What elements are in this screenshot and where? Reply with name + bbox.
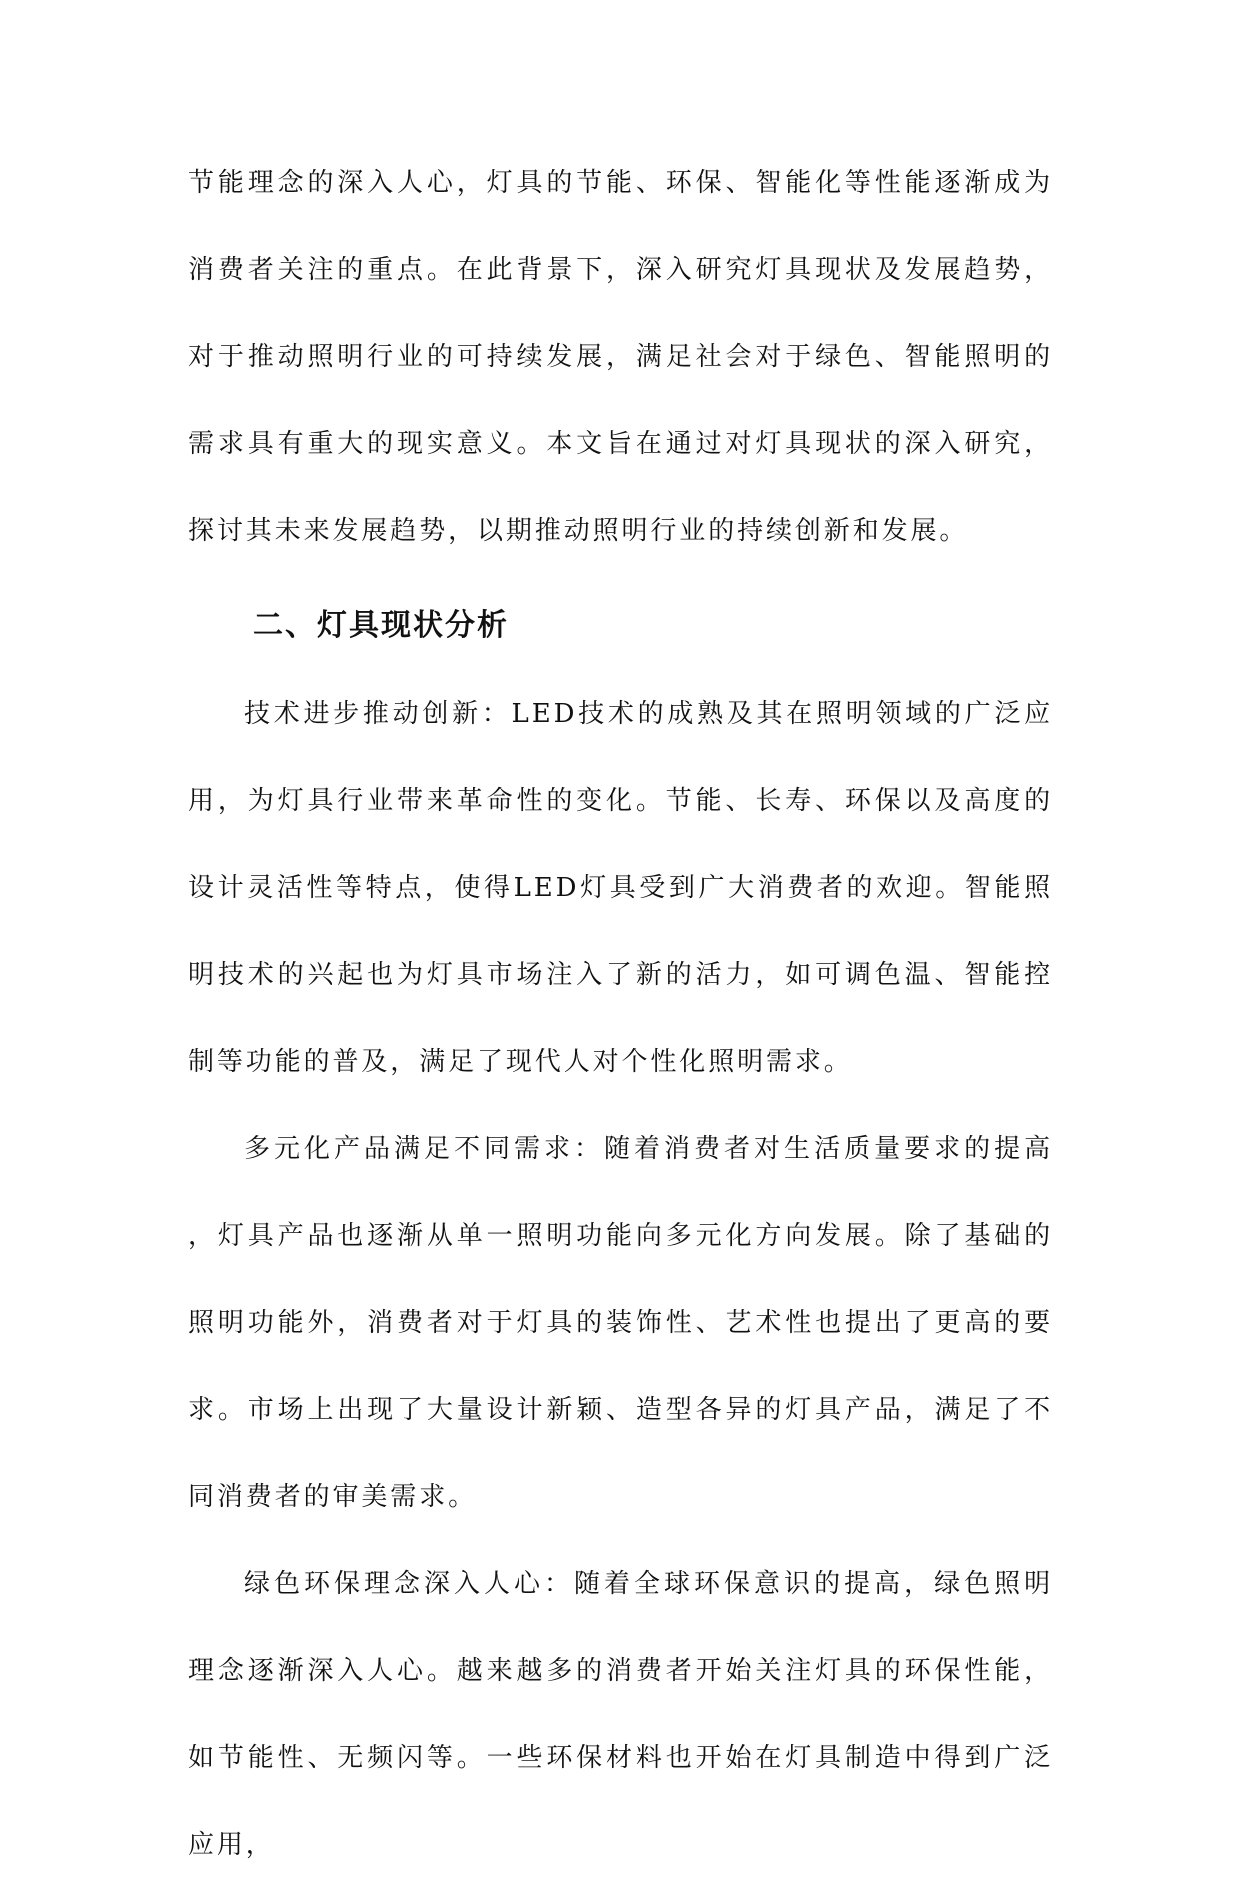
paragraph-technology-progress: 技术进步推动创新：LED技术的成熟及其在照明领域的广泛应用，为灯具行业带来革命性的变化。节能、长寿、环保以及高度的设计灵活性等特点，使得LED灯具受到广大消费者的欢迎。智能照明技术的兴起也为灯具市场注入了新的活力，如可调色温、智能控制等功能的普及，满足了现代人对个性化照明需求。 [188, 699, 1053, 1077]
paragraph-diversified-products: 多元化产品满足不同需求：随着消费者对生活质量要求的提高，灯具产品也逐渐从单一照明功能向多元化方向发展。除了基础的照明功能外，消费者对于灯具的装饰性、艺术性也提出了更高的要求。市场上出现了大量设计新颖、造型各异的灯具产品，满足了不同消费者的审美需求。 [188, 1134, 1053, 1512]
paragraph-green-environmental: 绿色环保理念深入人心：随着全球环保意识的提高，绿色照明理念逐渐深入人心。越来越多的消费者开始关注灯具的环保性能，如节能性、无频闪等。一些环保材料也开始在灯具制造中得到广泛应用， [188, 1569, 1053, 1860]
document-body [188, 140, 1053, 1889]
intro-paragraph-continued: 节能理念的深入人心，灯具的节能、环保、智能化等性能逐渐成为消费者关注的重点。在此背景下，深入研究灯具现状及发展趋势，对于推动照明行业的可持续发展，满足社会对于绿色、智能照明的需求具有重大的现实意义。本文旨在通过对灯具现状的深入研究，探讨其未来发展趋势，以期推动照明行业的持续创新和发展。 [188, 168, 1053, 546]
section-heading: 二、灯具现状分析 [253, 608, 509, 643]
